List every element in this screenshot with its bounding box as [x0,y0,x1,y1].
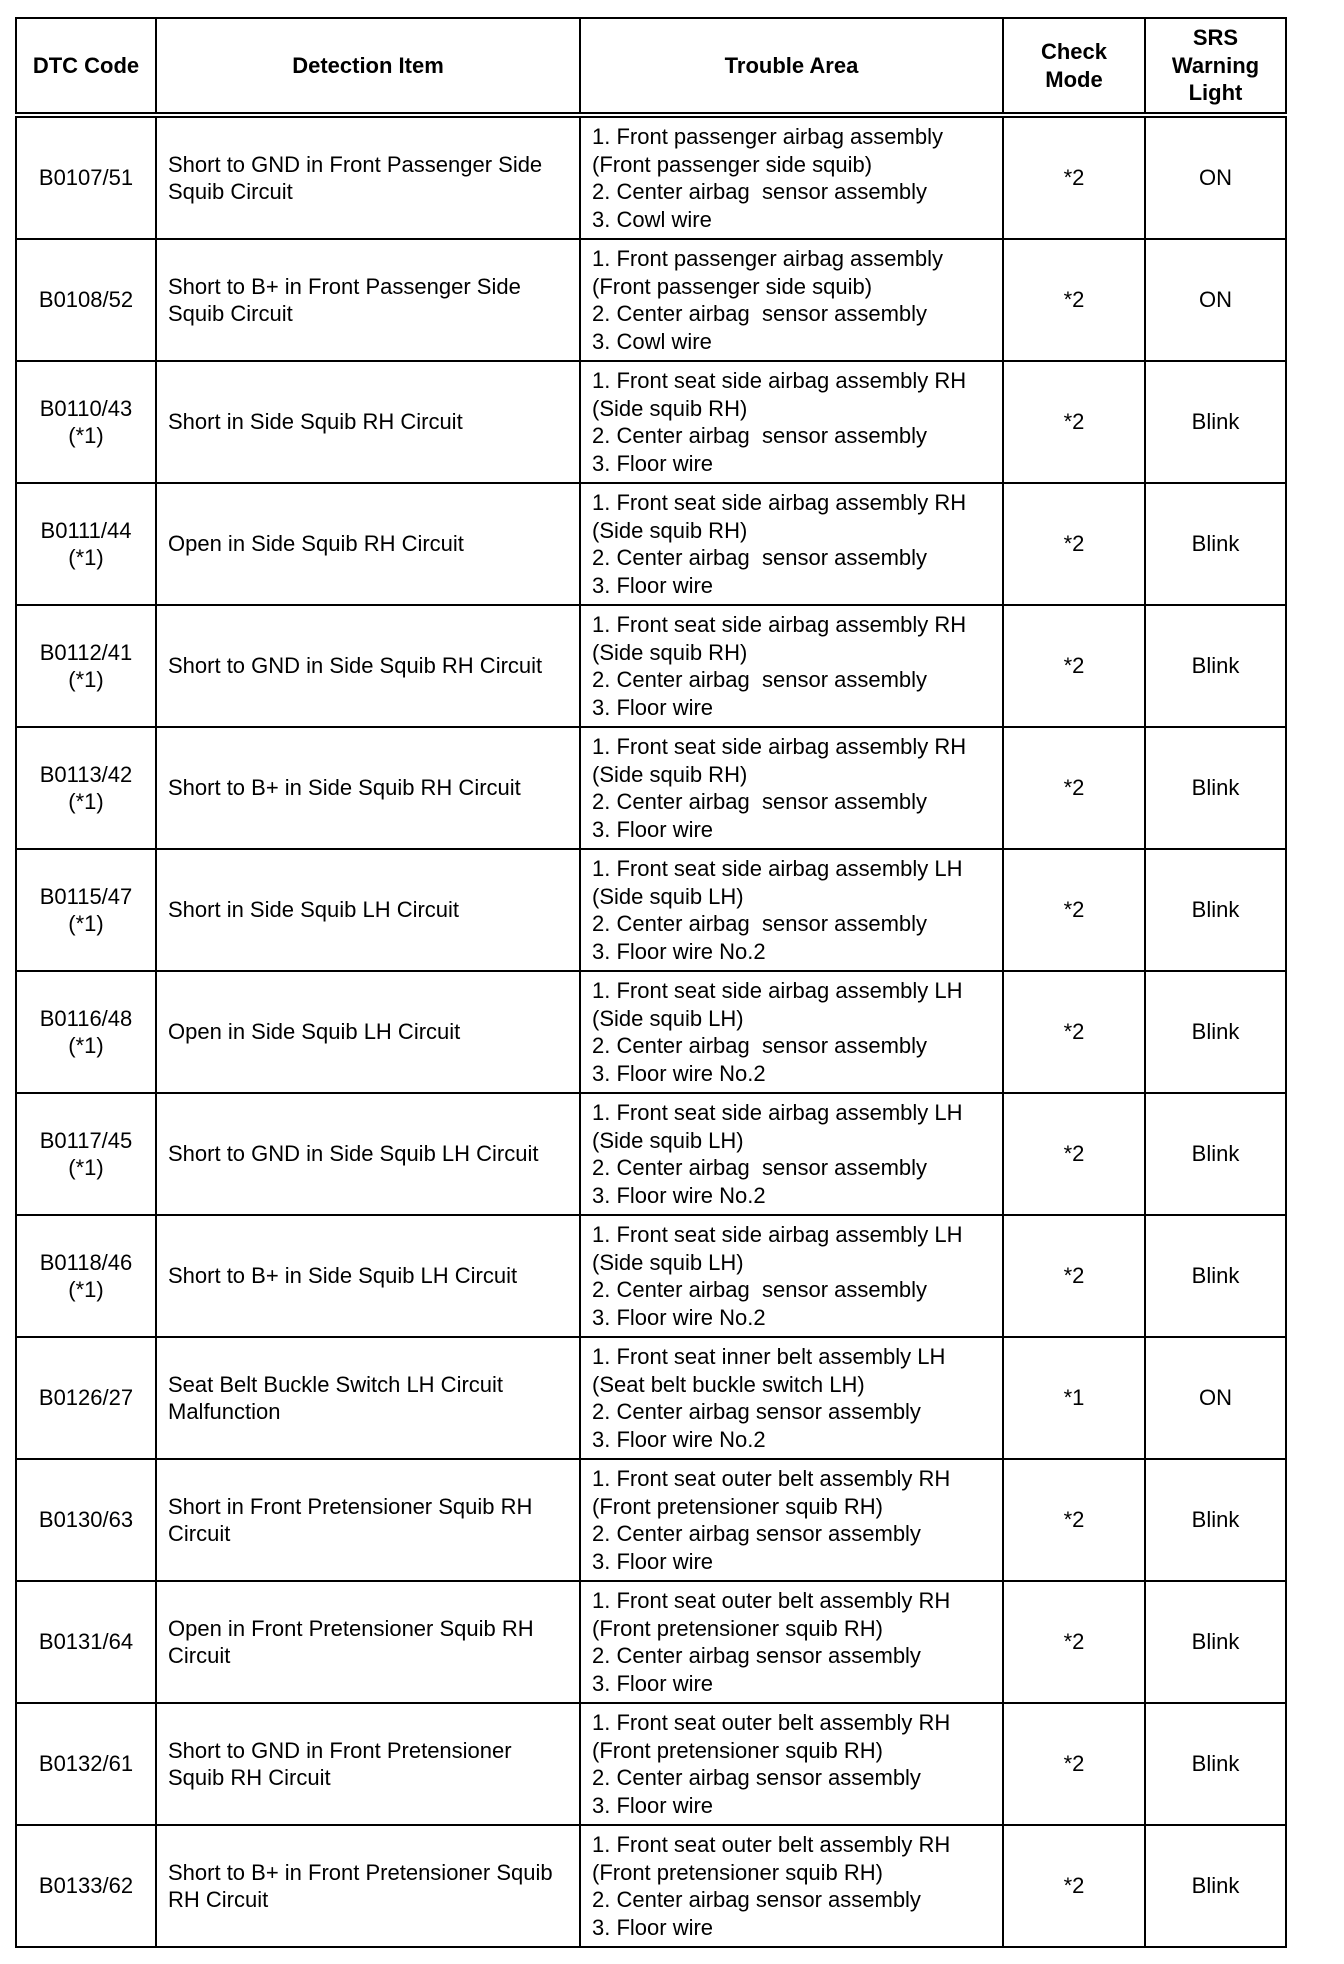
check-mode-value: *2 [1063,1873,1085,1899]
check-mode-value: *2 [1063,287,1085,313]
trouble-area-line: (Side squib LH) [592,1127,744,1153]
trouble-area-line: 3. Floor wire No.2 [592,938,766,964]
srs-warning-light-cell [1145,849,1286,971]
detection-item-line: Open in Side Squib LH Circuit [168,1019,461,1045]
detection-item-line: Short to GND in Side Squib LH Circuit [168,1141,539,1167]
header-dtc-code-label: DTC Code [32,52,140,78]
trouble-area-cell [580,971,1003,1093]
trouble-area-line: 3. Floor wire [592,572,714,598]
trouble-area-line: 3. Floor wire No.2 [592,1182,766,1208]
check-mode-cell [1003,239,1145,361]
detection-item-cell [156,361,580,483]
detection-item-cell [156,1093,580,1215]
dtc-code: B0131/64 [38,1629,134,1655]
detection-item-cell [156,971,580,1093]
trouble-area-cell [580,727,1003,849]
check-mode-cell [1003,1825,1145,1947]
trouble-area-cell [580,483,1003,605]
trouble-area-line: 1. Front seat outer belt assembly RH [592,1466,951,1491]
dtc-code-cell [16,727,156,849]
srs-warning-light-value: Blink [1191,531,1240,557]
trouble-area-line: 2. Center airbag sensor assembly [592,1887,921,1912]
trouble-area-line: (Front pretensioner squib RH) [592,1737,884,1763]
check-mode-cell [1003,1337,1145,1459]
table-row [16,361,1286,483]
trouble-area-line: 1. Front passenger airbag assembly [592,246,943,271]
trouble-area-line: (Front passenger side squib) [592,151,873,177]
check-mode-cell [1003,1093,1145,1215]
detection-item-line: Short to GND in Front Passenger Side [168,151,543,177]
detection-item-line: Short in Side Squib LH Circuit [168,897,460,923]
detection-item-line: Short to B+ in Side Squib RH Circuit [168,775,521,801]
trouble-area-line: (Side squib RH) [592,517,748,543]
dtc-code-cell [16,483,156,605]
trouble-area-line: 3. Floor wire No.2 [592,1304,766,1330]
dtc-code: B0130/63 [38,1507,134,1533]
dtc-code-cell [16,605,156,727]
table-row [16,1459,1286,1581]
trouble-area-line: 2. Center airbag sensor assembly [592,667,928,692]
header-trouble-area [580,18,1003,115]
table-row [16,115,1286,239]
table-row [16,1093,1286,1215]
dtc-code-note: (*1) [68,1033,104,1058]
dtc-code: B0133/62 [38,1873,134,1899]
check-mode-value: *2 [1063,775,1085,801]
dtc-code-note: (*1) [68,1155,104,1180]
detection-item-cell [156,849,580,971]
trouble-area-line: 1. Front seat outer belt assembly RH [592,1588,951,1613]
trouble-area-line: 3. Floor wire [592,1792,714,1818]
detection-item-cell [156,239,580,361]
srs-warning-light-cell [1145,1337,1286,1459]
detection-item-line: Squib Circuit [168,179,293,204]
detection-item-line: Circuit [168,1643,231,1668]
dtc-code-cell [16,1337,156,1459]
dtc-code: B0115/47 [39,883,133,909]
detection-item-cell [156,727,580,849]
trouble-area-line: (Front pretensioner squib RH) [592,1615,884,1641]
check-mode-value: *2 [1063,1141,1085,1167]
check-mode-value: *2 [1063,653,1085,679]
trouble-area-cell [580,1215,1003,1337]
detection-item-cell [156,1215,580,1337]
dtc-code: B0132/61 [38,1751,134,1777]
srs-warning-light-value: Blink [1191,1751,1240,1777]
dtc-code: B0126/27 [38,1385,134,1411]
trouble-area-line: 3. Floor wire No.2 [592,1426,766,1452]
srs-warning-light-value: ON [1199,165,1232,191]
check-mode-value: *2 [1063,1629,1085,1655]
detection-item-line: Open in Side Squib RH Circuit [168,531,464,557]
srs-warning-light-cell [1145,483,1286,605]
check-mode-cell [1003,115,1145,239]
check-mode-cell [1003,1581,1145,1703]
trouble-area-line: 1. Front seat inner belt assembly LH [592,1344,946,1369]
detection-item-cell [156,1825,580,1947]
trouble-area-line: (Front pretensioner squib RH) [592,1859,884,1885]
trouble-area-cell [580,1581,1003,1703]
check-mode-value: *2 [1063,1507,1085,1533]
trouble-area-line: 3. Cowl wire [592,328,712,354]
trouble-area-line: (Front pretensioner squib RH) [592,1493,884,1519]
check-mode-cell [1003,727,1145,849]
header-check-mode-label: Check Mode [1040,39,1108,92]
trouble-area-line: 2. Center airbag sensor assembly [592,911,928,936]
dtc-code-cell [16,849,156,971]
srs-warning-light-value: Blink [1191,1141,1240,1167]
trouble-area-line: 3. Floor wire [592,1548,714,1574]
detection-item-line: Short to GND in Front Pretensioner [168,1737,512,1763]
detection-item-line: Squib Circuit [168,301,293,326]
srs-warning-light-cell [1145,727,1286,849]
trouble-area-cell [580,849,1003,971]
table-row [16,1581,1286,1703]
trouble-area-line: (Seat belt buckle switch LH) [592,1371,865,1397]
dtc-code-note: (*1) [68,789,104,814]
trouble-area-line: 1. Front seat side airbag assembly LH [592,1222,963,1247]
srs-warning-light-cell [1145,361,1286,483]
dtc-code-cell [16,971,156,1093]
detection-item-line: Short to GND in Side Squib RH Circuit [168,653,543,679]
srs-warning-light-value: Blink [1191,1019,1240,1045]
check-mode-value: *1 [1063,1385,1085,1411]
dtc-code: B0107/51 [38,165,134,191]
trouble-area-line: 1. Front seat side airbag assembly RH [592,734,967,759]
check-mode-cell [1003,971,1145,1093]
srs-warning-light-value: ON [1199,287,1232,313]
check-mode-cell [1003,849,1145,971]
dtc-table [15,17,1287,1948]
detection-item-cell [156,1703,580,1825]
trouble-area-line: (Side squib LH) [592,1005,744,1031]
trouble-area-line: 1. Front seat side airbag assembly LH [592,1100,963,1125]
srs-warning-light-cell [1145,1459,1286,1581]
dtc-code-cell [16,115,156,239]
table-row [16,1825,1286,1947]
detection-item-line: Short in Front Pretensioner Squib RH [168,1493,533,1519]
dtc-code-cell [16,1703,156,1825]
trouble-area-line: 1. Front seat side airbag assembly RH [592,368,967,393]
trouble-area-line: 2. Center airbag sensor assembly [592,423,928,448]
trouble-area-line: 1. Front seat outer belt assembly RH [592,1832,951,1857]
trouble-area-line: 2. Center airbag sensor assembly [592,179,928,204]
dtc-code-cell [16,1825,156,1947]
detection-item-cell [156,115,580,239]
trouble-area-line: (Side squib LH) [592,883,744,909]
dtc-code: B0108/52 [38,287,134,313]
trouble-area-line: 2. Center airbag sensor assembly [592,545,928,570]
trouble-area-cell [580,239,1003,361]
srs-warning-light-value: Blink [1191,1629,1240,1655]
srs-warning-light-cell [1145,1581,1286,1703]
dtc-code-cell [16,1093,156,1215]
dtc-code-note: (*1) [68,911,104,936]
trouble-area-line: 2. Center airbag sensor assembly [592,301,928,326]
table-row [16,1337,1286,1459]
trouble-area-line: 1. Front seat side airbag assembly LH [592,978,963,1003]
srs-warning-light-cell [1145,1825,1286,1947]
trouble-area-line: 2. Center airbag sensor assembly [592,1277,928,1302]
trouble-area-line: (Side squib RH) [592,395,748,421]
srs-warning-light-cell [1145,605,1286,727]
trouble-area-line: 3. Floor wire [592,1670,714,1696]
dtc-code-cell [16,1459,156,1581]
srs-warning-light-value: ON [1199,1385,1232,1411]
check-mode-value: *2 [1063,1751,1085,1777]
detection-item-cell [156,605,580,727]
header-detection-item-label: Detection Item [292,52,444,78]
table-row [16,483,1286,605]
dtc-code-cell [16,239,156,361]
detection-item-line: Malfunction [168,1399,281,1424]
table-body [16,115,1286,1947]
trouble-area-line: 2. Center airbag sensor assembly [592,1521,921,1546]
dtc-code-note: (*1) [68,545,104,570]
table-row [16,849,1286,971]
trouble-area-line: (Side squib RH) [592,761,748,787]
srs-warning-light-value: Blink [1191,897,1240,923]
srs-warning-light-value: Blink [1191,409,1240,435]
trouble-area-cell [580,1703,1003,1825]
check-mode-cell [1003,1215,1145,1337]
check-mode-cell [1003,1459,1145,1581]
trouble-area-line: (Front passenger side squib) [592,273,873,299]
trouble-area-cell [580,1093,1003,1215]
table-row [16,1215,1286,1337]
dtc-code: B0117/45 [39,1127,133,1153]
dtc-code-cell [16,1581,156,1703]
header-dtc-code [16,18,156,115]
check-mode-value: *2 [1063,409,1085,435]
dtc-code: B0112/41 [39,639,133,665]
check-mode-cell [1003,605,1145,727]
trouble-area-line: 3. Floor wire [592,1914,714,1940]
check-mode-value: *2 [1063,531,1085,557]
trouble-area-line: 2. Center airbag sensor assembly [592,1643,921,1668]
srs-warning-light-value: Blink [1191,653,1240,679]
srs-warning-light-value: Blink [1191,1873,1240,1899]
header-srs-warning-light-label: SRS Warning Light [1171,25,1260,106]
header-detection-item [156,18,580,115]
dtc-code: B0118/46 [39,1249,133,1275]
srs-warning-light-cell [1145,239,1286,361]
dtc-code: B0113/42 [39,761,133,787]
detection-item-line: Short to B+ in Front Passenger Side [168,273,521,299]
trouble-area-line: 2. Center airbag sensor assembly [592,1155,928,1180]
check-mode-value: *2 [1063,165,1085,191]
dtc-code: B0116/48 [39,1005,133,1031]
trouble-area-cell [580,1337,1003,1459]
table-row [16,971,1286,1093]
detection-item-line: Squib RH Circuit [168,1765,331,1790]
dtc-code-note: (*1) [68,423,104,448]
detection-item-cell [156,1581,580,1703]
trouble-area-line: 3. Floor wire [592,694,714,720]
trouble-area-line: 3. Cowl wire [592,206,712,232]
srs-warning-light-cell [1145,1215,1286,1337]
table-header [16,18,1286,115]
detection-item-cell [156,483,580,605]
srs-warning-light-cell [1145,971,1286,1093]
trouble-area-line: 3. Floor wire [592,816,714,842]
table-row [16,1703,1286,1825]
detection-item-line: Short to B+ in Side Squib LH Circuit [168,1263,518,1289]
detection-item-cell [156,1337,580,1459]
table-row [16,727,1286,849]
dtc-code-note: (*1) [68,1277,104,1302]
srs-warning-light-value: Blink [1191,1507,1240,1533]
detection-item-line: Short in Side Squib RH Circuit [168,409,463,435]
srs-warning-light-cell [1145,115,1286,239]
trouble-area-cell [580,115,1003,239]
trouble-area-line: 2. Center airbag sensor assembly [592,789,928,814]
trouble-area-line: 2. Center airbag sensor assembly [592,1765,921,1790]
trouble-area-line: (Side squib LH) [592,1249,744,1275]
trouble-area-line: 3. Floor wire [592,450,714,476]
check-mode-cell [1003,483,1145,605]
detection-item-line: Seat Belt Buckle Switch LH Circuit [168,1371,504,1397]
check-mode-cell [1003,1703,1145,1825]
dtc-code-cell [16,361,156,483]
trouble-area-cell [580,361,1003,483]
srs-warning-light-value: Blink [1191,775,1240,801]
trouble-area-line: 3. Floor wire No.2 [592,1060,766,1086]
dtc-code: B0111/44 [40,517,132,543]
check-mode-value: *2 [1063,1263,1085,1289]
trouble-area-line: 2. Center airbag sensor assembly [592,1033,928,1058]
dtc-code-cell [16,1215,156,1337]
trouble-area-line: 2. Center airbag sensor assembly [592,1399,921,1424]
header-srs-warning-light [1145,18,1286,115]
detection-item-line: Short to B+ in Front Pretensioner Squib [168,1859,553,1885]
dtc-code: B0110/43 [39,395,133,421]
detection-item-cell [156,1459,580,1581]
check-mode-value: *2 [1063,1019,1085,1045]
detection-item-line: Circuit [168,1521,231,1546]
check-mode-cell [1003,361,1145,483]
header-row [16,18,1286,115]
detection-item-line: RH Circuit [168,1887,269,1912]
trouble-area-cell [580,1825,1003,1947]
trouble-area-line: 1. Front passenger airbag assembly [592,124,943,149]
header-check-mode [1003,18,1145,115]
srs-warning-light-value: Blink [1191,1263,1240,1289]
header-trouble-area-label: Trouble Area [724,52,859,78]
trouble-area-line: 1. Front seat outer belt assembly RH [592,1710,951,1735]
srs-warning-light-cell [1145,1093,1286,1215]
trouble-area-line: 1. Front seat side airbag assembly RH [592,490,967,515]
dtc-code-note: (*1) [68,667,104,692]
table-row [16,605,1286,727]
table-row [16,239,1286,361]
trouble-area-line: 1. Front seat side airbag assembly RH [592,612,967,637]
detection-item-line: Open in Front Pretensioner Squib RH [168,1615,534,1641]
trouble-area-line: (Side squib RH) [592,639,748,665]
trouble-area-cell [580,1459,1003,1581]
check-mode-value: *2 [1063,897,1085,923]
trouble-area-line: 1. Front seat side airbag assembly LH [592,856,963,881]
trouble-area-cell [580,605,1003,727]
srs-warning-light-cell [1145,1703,1286,1825]
